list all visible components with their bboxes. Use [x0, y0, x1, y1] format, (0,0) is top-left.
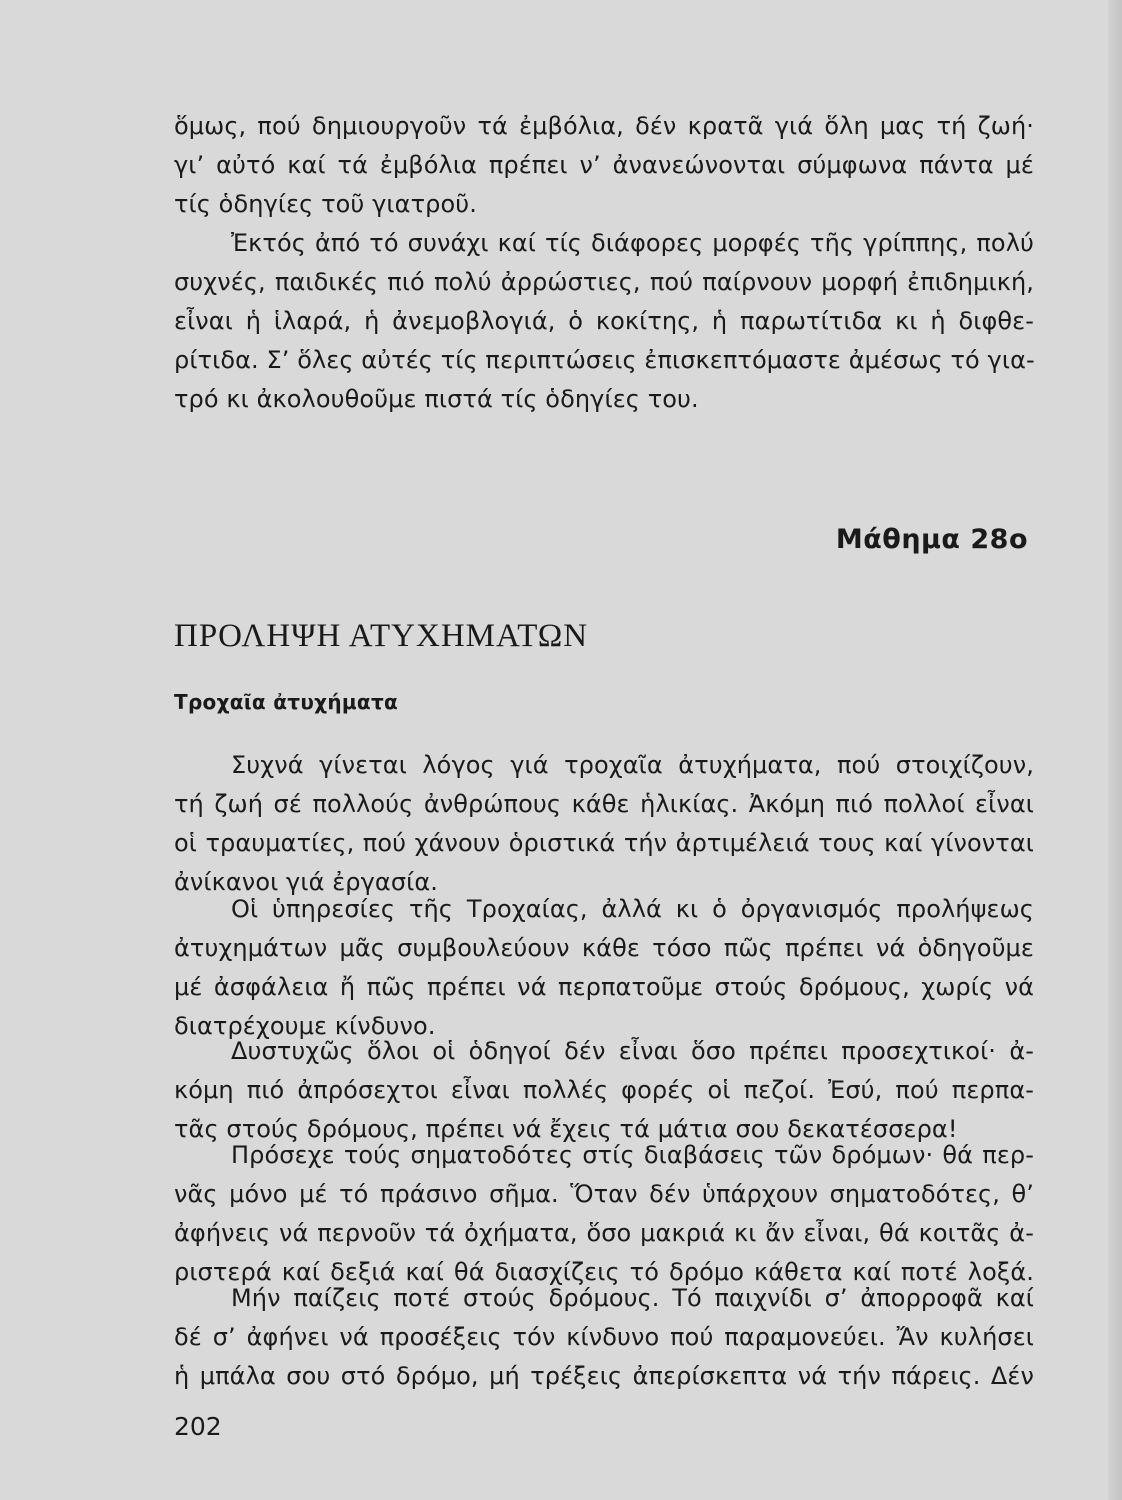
text-line: ἀφήνεις νά περνοῦν τά ὀχήματα, ὅσο μακριά κι ἄν εἶναι, θά κοιτᾶς ἀ-	[174, 1219, 1034, 1247]
text-line: Πρόσεχε τούς σηματοδότες στίς διαβάσεις τῶν δρόμων· θά περ-	[231, 1141, 1034, 1169]
text-line: διατρέχουμε κίνδυνο.	[174, 1012, 436, 1040]
text-line: ἀνίκανοι γιά ἐργασία.	[174, 868, 439, 896]
text-line: Δυστυχῶς ὅλοι οἱ ὁδηγοί δέν εἶναι ὅσο πρέπει προσεχτικοί· ἀ-	[231, 1037, 1034, 1065]
text-line: ὅμως, πού δημιουργοῦν τά ἐμβόλια, δέν κρατᾶ γιά ὅλη μας τή ζωή·	[174, 112, 1034, 140]
lesson-title: Μάθημα 28ο	[835, 524, 1028, 555]
paragraph-traffic-accidents	[174, 746, 1034, 902]
text-line: ἡ μπάλα σου στό δρόμο, μή τρέξεις ἀπερίσκεπτα νά τήν πάρεις. Δέν	[174, 1362, 1034, 1390]
text-line: δέ σ’ ἀφήνει νά προσέξεις τόν κίνδυνο πού παραμονεύει. Ἄν κυλήσει	[174, 1323, 1034, 1351]
text-line: Συχνά γίνεται λόγος γιά τροχαῖα ἀτυχήματα, πού στοιχίζουν,	[231, 751, 1034, 779]
text-line: Ἐκτός ἀπό τό συνάχι καί τίς διάφορες μορφές τῆς γρίππης, πολύ	[231, 229, 1034, 257]
chapter-title: ΠΡΟΛΗΨΗ ΑΤΥΧΗΜΑΤΩΝ	[174, 618, 589, 654]
text-line: τρό κι ἀκολουθοῦμε πιστά τίς ὁδηγίες του.	[174, 385, 699, 413]
text-line: ριστερά καί δεξιά καί θά διασχίζεις τό δρόμο κάθετα καί ποτέ λοξά.	[174, 1258, 1034, 1286]
text-line: συχνές, παιδικές πιό πολύ ἀρρώστιες, πού παίρνουν μορφή ἐπιδημική,	[174, 268, 1034, 296]
paragraph-play	[174, 1279, 1034, 1396]
page-edge-shadow	[1108, 0, 1122, 1500]
text-line: Μήν παίζεις ποτέ στούς δρόμους. Τό παιχνίδι σ’ ἀπορροφᾶ καί	[231, 1284, 1034, 1312]
continuation-paragraph	[174, 107, 1034, 224]
text-line: Οἱ ὑπηρεσίες τῆς Τροχαίας, ἀλλά κι ὁ ὀργανισμός προλήψεως	[231, 895, 1034, 923]
section-title: Τροχαῖα ἀτυχήματα	[174, 690, 399, 714]
text-line: εἶναι ἡ ἱλαρά, ἡ ἀνεμοβλογιά, ὁ κοκίτης, ἡ παρωτίτιδα κι ἡ διφθε-	[174, 307, 1034, 335]
text-line: ἀτυχημάτων μᾶς συμβουλεύουν κάθε τόσο πῶς πρέπει νά ὁδηγοῦμε	[174, 934, 1034, 962]
text-line: νᾶς μόνο μέ τό πράσινο σῆμα. Ὅταν δέν ὑπάρχουν σηματοδότες, θ’	[174, 1180, 1034, 1208]
text-line: κόμη πιό ἀπρόσεχτοι εἶναι πολλές φορές οἱ πεζοί. Ἐσύ, πού περπα-	[174, 1076, 1034, 1104]
text-line: τή ζωή σέ πολλούς ἀνθρώπους κάθε ἡλικίας. Ἀκόμη πιό πολλοί εἶναι	[174, 790, 1034, 818]
text-line: γι’ αὐτό καί τά ἐμβόλια πρέπει ν’ ἀνανεώνονται σύμφωνα πάντα μέ	[174, 151, 1034, 179]
text-line: οἱ τραυματίες, πού χάνουν ὁριστικά τήν ἀρτιμέλειά τους καί γίνονται	[174, 829, 1034, 857]
page-number: 202	[174, 1412, 222, 1441]
paragraph-traffic-services	[174, 890, 1034, 1046]
paragraph-signals	[174, 1136, 1034, 1292]
paragraph-drivers	[174, 1032, 1034, 1149]
text-line: τίς ὁδηγίες τοῦ γιατροῦ.	[174, 190, 477, 218]
illnesses-paragraph	[174, 224, 1034, 419]
text-line: ρίτιδα. Σ’ ὅλες αὐτές τίς περιπτώσεις ἐπισκεπτόμαστε ἀμέσως τό για-	[174, 346, 1035, 374]
text-line: μέ ἀσφάλεια ἤ πῶς πρέπει νά περπατοῦμε στούς δρόμους, χωρίς νά	[174, 973, 1034, 1001]
text-line: τᾶς στούς δρόμους, πρέπει νά ἔχεις τά μάτια σου δεκατέσσερα!	[174, 1115, 958, 1143]
